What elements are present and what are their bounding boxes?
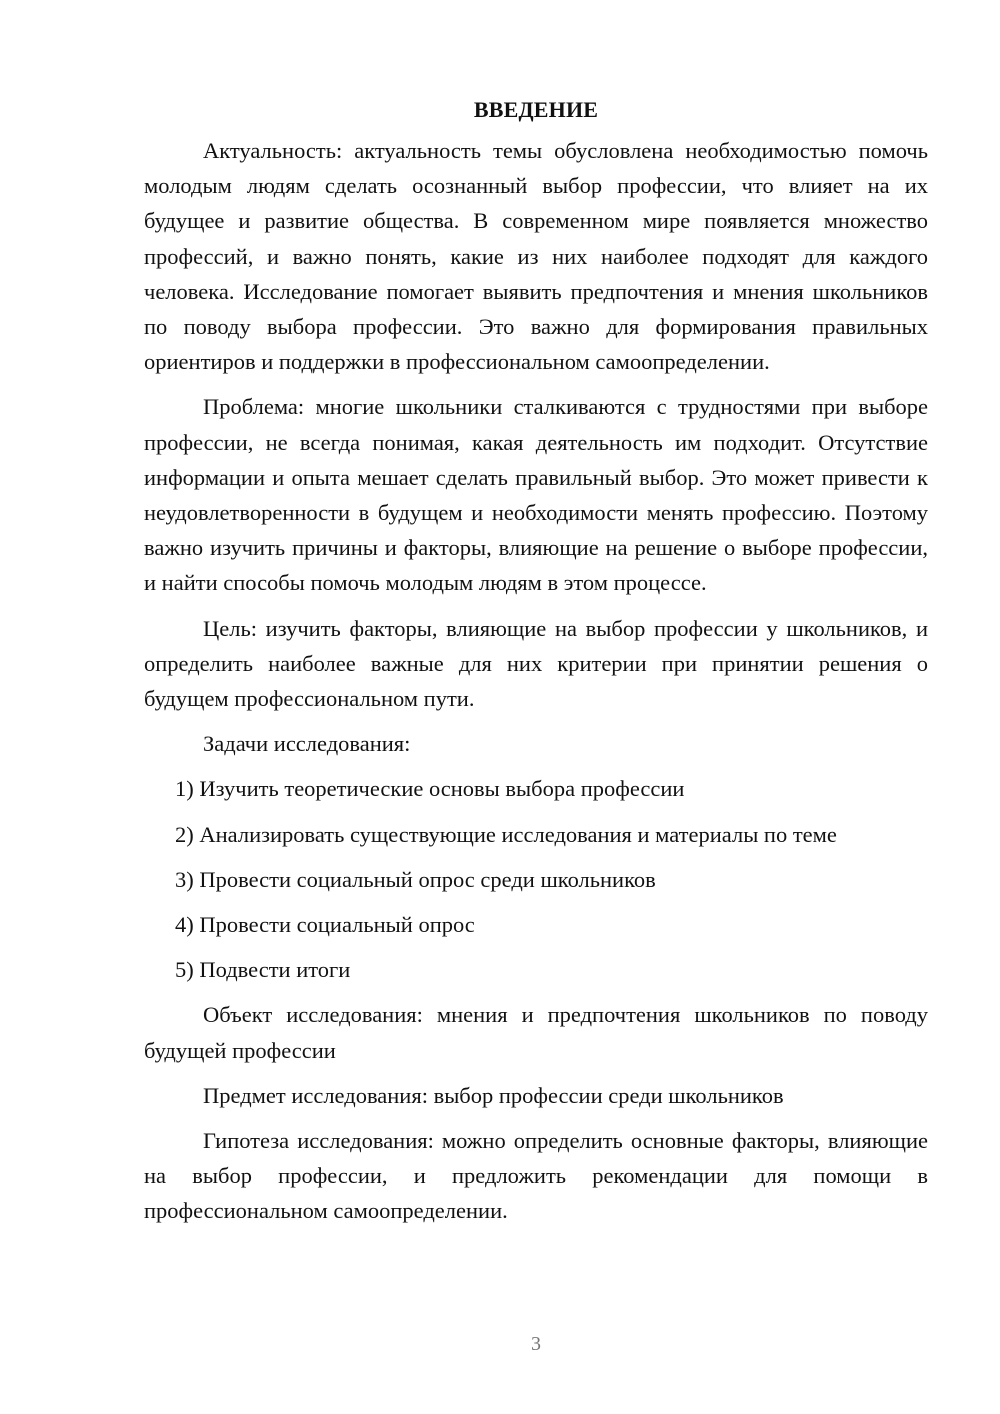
tasks-heading: Задачи исследования:: [203, 731, 411, 757]
page-title: ВВЕДЕНИЕ: [473, 97, 599, 122]
task-item: 5) Подвести итоги: [175, 957, 351, 983]
page-number: 3: [531, 1333, 541, 1355]
task-item: 1) Изучить теоретические основы выбора профессии: [175, 776, 685, 802]
hypothesis-paragraph: Гипотеза исследования: можно определить основные факторы, влияющие на выбор профессии, и предложить рекомендации для помощи в профессиональном самоопределении.: [144, 1128, 928, 1224]
tasks-list: [144, 771, 928, 987]
task-item: 2) Анализировать существующие исследования и материалы по теме: [175, 821, 837, 847]
task-item: 4) Провести социальный опрос: [175, 912, 475, 938]
subject-paragraph: Предмет исследования: выбор профессии среди школьников: [203, 1082, 784, 1108]
document-page: [144, 92, 928, 1239]
goal-paragraph: Цель: изучить факторы, влияющие на выбор профессии у школьников, и определить наиболее важные для них критерии при принятии решения о будущем профессиональном пути.: [144, 615, 928, 712]
problem-paragraph: Проблема: многие школьники сталкиваются с трудностями при выборе профессии, не всегда понимая, какая деятельность им подходит. Отсутствие информации и опыта мешает сделать правильный выбор. Это может привести к неудовлетворенности в будущем и необходимости менять профессию. Поэтому важно изучить причины и факторы, влияющие на решение о выборе профессии, и найти способы помочь молодым людям в этом процессе.: [144, 394, 928, 596]
task-item: 3) Провести социальный опрос среди школьников: [175, 866, 656, 892]
relevance-paragraph: Актуальность: актуальность темы обусловлена необходимостью помочь молодым людям сделать осознанный выбор профессии, что влияет на их будущее и развитие общества. В современном мире появляется множество профессий, и важно понять, какие из них наиболее подходят для каждого человека. Исследование помогает выявить предпочтения и мнения школьников по поводу выбора профессии. Это важно для формирования правильных ориентиров и поддержки в профессиональном самоопределении.: [144, 138, 928, 375]
object-paragraph: Объект исследования: мнения и предпочтения школьников по поводу будущей профессии: [144, 1002, 928, 1063]
